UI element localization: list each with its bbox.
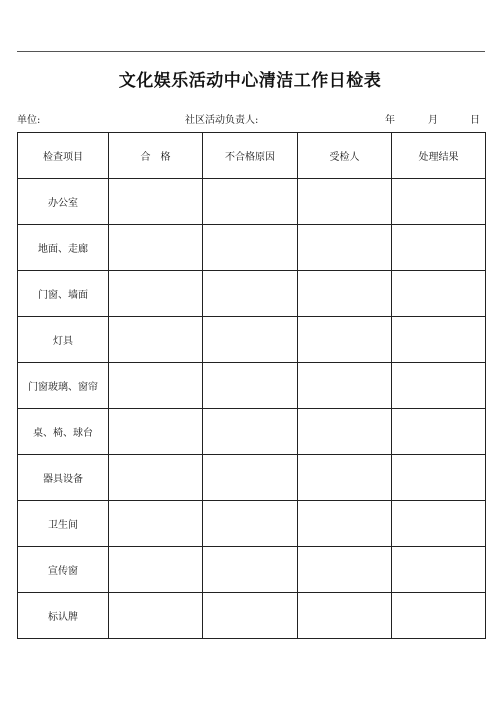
pass-cell[interactable] <box>109 501 203 547</box>
inspectee-cell[interactable] <box>298 547 392 593</box>
fail-reason-cell[interactable] <box>203 225 298 271</box>
table-row <box>18 501 486 547</box>
result-cell[interactable] <box>392 501 486 547</box>
header-inspectee: 受检人 <box>298 133 392 179</box>
day-label: 日 <box>470 115 480 126</box>
table-row <box>18 593 486 639</box>
row-item-label: 门窗玻璃、窗帘 <box>18 363 109 409</box>
fail-reason-cell[interactable] <box>203 317 298 363</box>
row-item-label: 灯具 <box>18 317 109 363</box>
fail-reason-cell[interactable] <box>203 179 298 225</box>
result-cell[interactable] <box>392 593 486 639</box>
inspection-table <box>17 132 486 639</box>
header-fail-reason: 不合格原因 <box>203 133 298 179</box>
unit-label: 单位: <box>17 115 41 126</box>
inspectee-cell[interactable] <box>298 501 392 547</box>
result-cell[interactable] <box>392 363 486 409</box>
inspectee-cell[interactable] <box>298 317 392 363</box>
header-result: 处理结果 <box>392 133 486 179</box>
fail-reason-cell[interactable] <box>203 501 298 547</box>
page-title: 文化娱乐活动中心清洁工作日检表 <box>118 71 382 91</box>
responsible-label: 社区活动负责人: <box>185 115 259 126</box>
fail-reason-cell[interactable] <box>203 363 298 409</box>
year-label: 年 <box>385 115 395 126</box>
row-item-label: 门窗、墙面 <box>18 271 109 317</box>
table-row <box>18 363 486 409</box>
inspectee-cell[interactable] <box>298 455 392 501</box>
result-cell[interactable] <box>392 409 486 455</box>
inspectee-cell[interactable] <box>298 179 392 225</box>
top-rule <box>17 51 485 52</box>
row-item-label: 器具设备 <box>18 455 109 501</box>
result-cell[interactable] <box>392 179 486 225</box>
header-item: 检查项目 <box>18 133 109 179</box>
result-cell[interactable] <box>392 271 486 317</box>
pass-cell[interactable] <box>109 547 203 593</box>
result-cell[interactable] <box>392 547 486 593</box>
pass-cell[interactable] <box>109 455 203 501</box>
pass-cell[interactable] <box>109 409 203 455</box>
pass-cell[interactable] <box>109 271 203 317</box>
result-cell[interactable] <box>392 317 486 363</box>
fail-reason-cell[interactable] <box>203 593 298 639</box>
table-row <box>18 225 486 271</box>
table-row <box>18 317 486 363</box>
row-item-label: 桌、椅、球台 <box>18 409 109 455</box>
table-row <box>18 271 486 317</box>
inspectee-cell[interactable] <box>298 593 392 639</box>
pass-cell[interactable] <box>109 317 203 363</box>
table-row <box>18 409 486 455</box>
fail-reason-cell[interactable] <box>203 271 298 317</box>
table-row <box>18 455 486 501</box>
pass-cell[interactable] <box>109 225 203 271</box>
header-pass: 合 格 <box>109 133 203 179</box>
pass-cell[interactable] <box>109 593 203 639</box>
month-label: 月 <box>428 115 438 126</box>
row-item-label: 地面、走廊 <box>18 225 109 271</box>
inspectee-cell[interactable] <box>298 409 392 455</box>
fail-reason-cell[interactable] <box>203 455 298 501</box>
pass-cell[interactable] <box>109 179 203 225</box>
inspectee-cell[interactable] <box>298 225 392 271</box>
pass-cell[interactable] <box>109 363 203 409</box>
table-row <box>18 547 486 593</box>
inspectee-cell[interactable] <box>298 271 392 317</box>
fail-reason-cell[interactable] <box>203 409 298 455</box>
fail-reason-cell[interactable] <box>203 547 298 593</box>
row-item-label: 宣传窗 <box>18 547 109 593</box>
row-item-label: 卫生间 <box>18 501 109 547</box>
result-cell[interactable] <box>392 225 486 271</box>
result-cell[interactable] <box>392 455 486 501</box>
row-item-label: 办公室 <box>18 179 109 225</box>
inspectee-cell[interactable] <box>298 363 392 409</box>
table-header-row <box>18 133 486 179</box>
table-row <box>18 179 486 225</box>
row-item-label: 标认牌 <box>18 593 109 639</box>
